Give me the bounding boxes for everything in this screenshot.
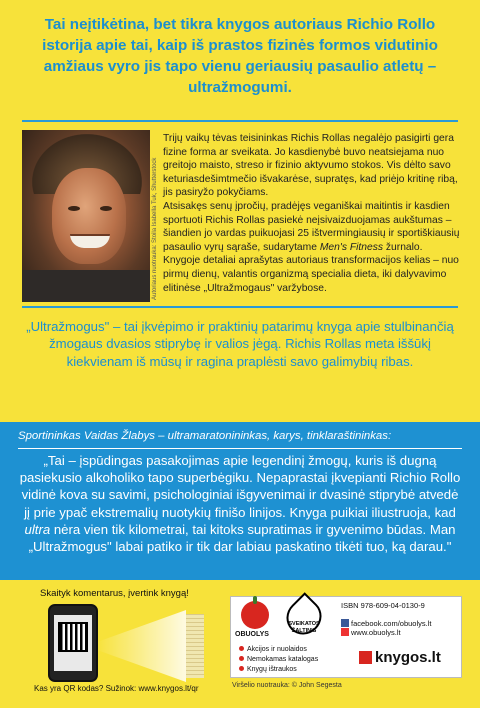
divider-top [22, 120, 458, 122]
knygos-logo-icon [359, 651, 372, 664]
testimonial-quote: „Tai – įspūdingas pasakojimas apie legendinį žmogų, kuris iš dugną pasiekusio alkoholiko tapo superbėgiku. Nepaprastai įkvepianti Richio Rollo vidinė kova su savimi, psichologiniai išgyvenimai ir dvasinė stiprybė atvedė jį prie ypač ekstremalių nuotykių finišo linijos. Knyga puikiai iliustruoja, kad ultra nėra vien tik kilometrai, tai kitoks supratimas ir gyvenimo būdas. Man „Ultražmogus" labai patiko ir tik dar labiau paskatino tikėti tuo, ką darau." [19, 453, 461, 555]
bottom-section [0, 580, 480, 708]
author-photo [22, 130, 150, 302]
pull-quote: „Ultražmogus" – tai įkvėpimo ir praktinių patarimų knyga apie stulbinančią žmogaus dvasios stiprybę ir valios jėgą. Richis Rollas meta iššūkį kiekvienam iš mūsų ir ragina praplėsti savo galimybių ribas. [26, 319, 454, 369]
facebook-icon [341, 619, 349, 627]
facebook-link[interactable]: facebook.com/obuolys.lt www.obuolys.lt [341, 619, 431, 637]
bullet-dot-icon [239, 646, 244, 651]
intro-blurb: Tai neįtikėtina, bet tikra knygos autoriaus Richio Rollo istorija apie tai, kaip iš prastos fizinės formos vidutinio amžiaus vyro jis tapo vienu geriausių pasaulio atletų – ultražmogumi. [42, 16, 438, 96]
bullet-item: Akcijos ir nuolaidos [239, 645, 318, 655]
web-link[interactable]: www.obuolys.lt [351, 628, 401, 637]
book-pages-icon [186, 614, 204, 678]
web-icon [341, 628, 349, 636]
eye-right [100, 206, 112, 211]
bullet-item: Knygų ištraukos [239, 665, 318, 675]
knygos-logo[interactable]: knygos.lt [359, 649, 441, 666]
testimonial-heading: Sportininkas Vaidas Žlabys – ultramaratonininkas, karys, tinklaraštininkas: [18, 430, 392, 442]
testimonial-band [0, 422, 480, 580]
description-paragraph-1: Trijų vaikų tėvas teisininkas Richis Rollas negalėjo pasigirti gera fizine forma ar sveikata. Jo kasdienybė buvo neatsiejama nuo greitojo maisto, streso ir fizinio aktyvumo stokos. Vis dėlto savo keturiasdešimtmečio išvakarėse, supratęs, kad priėjo kritinę ribą, jis pasiryžo pokyčiams. [163, 133, 458, 199]
book-description [163, 132, 461, 295]
description-paragraph-3: Knygoje detaliai aprašytas autoriaus transformacijos kelias – nuo pirmų dienų, valantis organizmą specialia dieta, iki dalyvavimo elitinėse „Ultražmogaus" varžybose. [163, 255, 459, 294]
sveikatos-saltinis-label: SVEIKATOS ŠALTINIS [288, 621, 320, 634]
ultra-word: ultra [24, 521, 51, 537]
apple-logo-icon [241, 601, 269, 629]
qr-code-icon[interactable] [58, 622, 88, 652]
shirt-shape [22, 270, 150, 302]
obuolys-logo-label: OBUOLYS [235, 631, 269, 638]
drop-logo-icon [279, 592, 328, 641]
photo-credit: Autoriaus nuotrauka: Stoila Isabella Tuk, Shutterstock [152, 157, 158, 300]
description-paragraph-2: Atsisakęs senų įpročių, pradėjęs veganiškai maitintis ir kasdien sportuoti Richis Rollas pasiekė neįsivaizduojamas aukštumas – šiandien jo vardas puikuojasi 25 ištvermingiausių ir sportiškiausių pasaulio vyrų sąraše, sudarytame Men's Fitness žurnalo. [163, 200, 460, 253]
eye-left [68, 206, 80, 211]
publisher-bullets [239, 645, 318, 675]
cover-photo-credit: Viršelio nuotrauka: © John Segesta [232, 682, 342, 689]
bullet-item: Nemokamas katalogas [239, 655, 318, 665]
bullet-dot-icon [239, 656, 244, 661]
qr-note: Kas yra QR kodas? Sužinok: www.knygos.lt/qr [34, 684, 199, 693]
scan-beam [96, 610, 186, 682]
divider-middle [22, 306, 458, 308]
bullet-dot-icon [239, 666, 244, 671]
testimonial-divider [18, 448, 462, 449]
face-shape [52, 168, 126, 264]
qr-title: Skaityk komentarus, įvertink knygą! [40, 588, 189, 599]
publisher-panel [230, 596, 462, 678]
isbn: ISBN 978-609-04-0130-9 [341, 601, 425, 610]
magazine-name: Men's Fitness [319, 241, 384, 253]
phone-icon [48, 604, 98, 682]
